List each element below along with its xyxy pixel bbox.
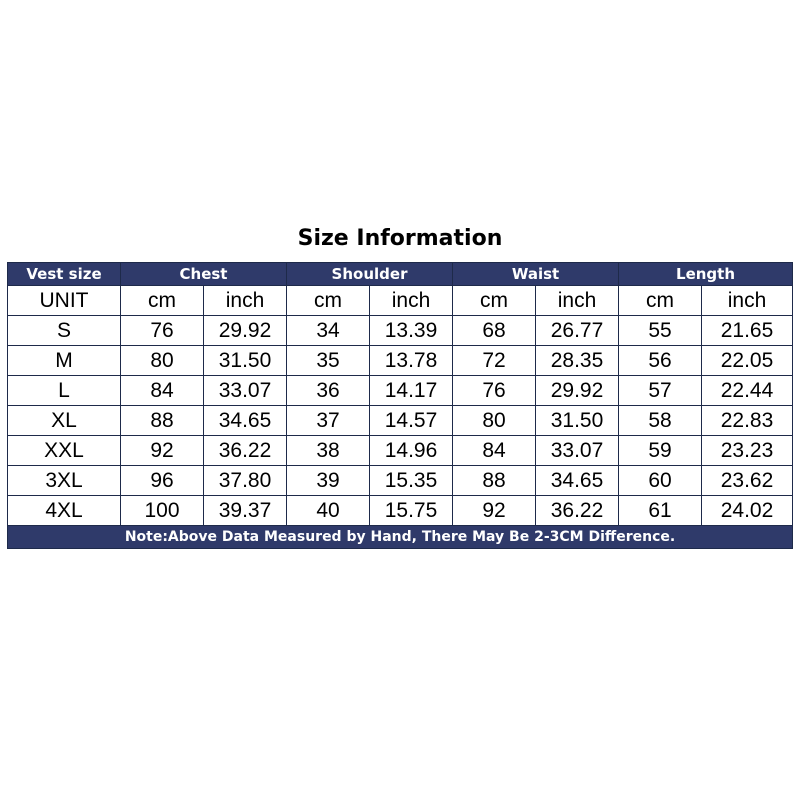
measurement-note: Note:Above Data Measured by Hand, There May Be 2-3CM Difference. [8,526,793,549]
measurement-cell: 34.65 [536,466,619,496]
header-row [8,263,793,286]
measurement-cell: 92 [453,496,536,526]
size-label-cell: XL [8,406,121,436]
table-row [8,316,793,346]
measurement-cell: 88 [121,406,204,436]
table-row [8,496,793,526]
measurement-cell: 88 [453,466,536,496]
measurement-cell: 28.35 [536,346,619,376]
measurement-cell: 59 [619,436,702,466]
measurement-cell: 80 [453,406,536,436]
measurement-cell: 72 [453,346,536,376]
measurement-cell: 36 [287,376,370,406]
unit-cell: cm [619,286,702,316]
table-row [8,406,793,436]
measurement-cell: 57 [619,376,702,406]
measurement-cell: 34.65 [204,406,287,436]
size-label-cell: 4XL [8,496,121,526]
measurement-cell: 23.23 [702,436,793,466]
size-label-cell: S [8,316,121,346]
unit-cell: inch [536,286,619,316]
measurement-cell: 34 [287,316,370,346]
measurement-cell: 36.22 [204,436,287,466]
measurement-cell: 40 [287,496,370,526]
unit-label: UNIT [8,286,121,316]
measurement-cell: 60 [619,466,702,496]
measurement-cell: 55 [619,316,702,346]
measurement-cell: 84 [453,436,536,466]
unit-cell: cm [121,286,204,316]
length-header: Length [619,263,793,286]
measurement-cell: 14.96 [370,436,453,466]
measurement-cell: 13.78 [370,346,453,376]
measurement-cell: 14.17 [370,376,453,406]
note-row [8,526,793,549]
unit-cell: inch [370,286,453,316]
table-row [8,466,793,496]
measurement-cell: 29.92 [536,376,619,406]
waist-header: Waist [453,263,619,286]
page-title: Size Information [297,226,503,251]
unit-cell: inch [702,286,793,316]
unit-cell: cm [287,286,370,316]
measurement-cell: 24.02 [702,496,793,526]
measurement-cell: 31.50 [204,346,287,376]
measurement-cell: 15.35 [370,466,453,496]
measurement-cell: 35 [287,346,370,376]
measurement-cell: 61 [619,496,702,526]
measurement-cell: 37 [287,406,370,436]
table-row [8,436,793,466]
size-table [7,262,793,549]
measurement-cell: 33.07 [204,376,287,406]
size-label-cell: M [8,346,121,376]
measurement-cell: 92 [121,436,204,466]
measurement-cell: 29.92 [204,316,287,346]
measurement-cell: 21.65 [702,316,793,346]
measurement-cell: 14.57 [370,406,453,436]
measurement-cell: 31.50 [536,406,619,436]
measurement-cell: 84 [121,376,204,406]
measurement-cell: 22.05 [702,346,793,376]
measurement-cell: 26.77 [536,316,619,346]
vest-size-header: Vest size [8,263,121,286]
measurement-cell: 56 [619,346,702,376]
measurement-cell: 37.80 [204,466,287,496]
measurement-cell: 13.39 [370,316,453,346]
measurement-cell: 58 [619,406,702,436]
measurement-cell: 22.44 [702,376,793,406]
measurement-cell: 23.62 [702,466,793,496]
measurement-cell: 33.07 [536,436,619,466]
size-label-cell: L [8,376,121,406]
measurement-cell: 15.75 [370,496,453,526]
shoulder-header: Shoulder [287,263,453,286]
table-row [8,346,793,376]
measurement-cell: 100 [121,496,204,526]
measurement-cell: 36.22 [536,496,619,526]
chest-header: Chest [121,263,287,286]
measurement-cell: 39 [287,466,370,496]
measurement-cell: 76 [121,316,204,346]
measurement-cell: 80 [121,346,204,376]
unit-cell: inch [204,286,287,316]
measurement-cell: 76 [453,376,536,406]
table-row [8,376,793,406]
measurement-cell: 22.83 [702,406,793,436]
measurement-cell: 68 [453,316,536,346]
unit-row [8,286,793,316]
measurement-cell: 39.37 [204,496,287,526]
measurement-cell: 38 [287,436,370,466]
size-label-cell: 3XL [8,466,121,496]
measurement-cell: 96 [121,466,204,496]
size-label-cell: XXL [8,436,121,466]
unit-cell: cm [453,286,536,316]
